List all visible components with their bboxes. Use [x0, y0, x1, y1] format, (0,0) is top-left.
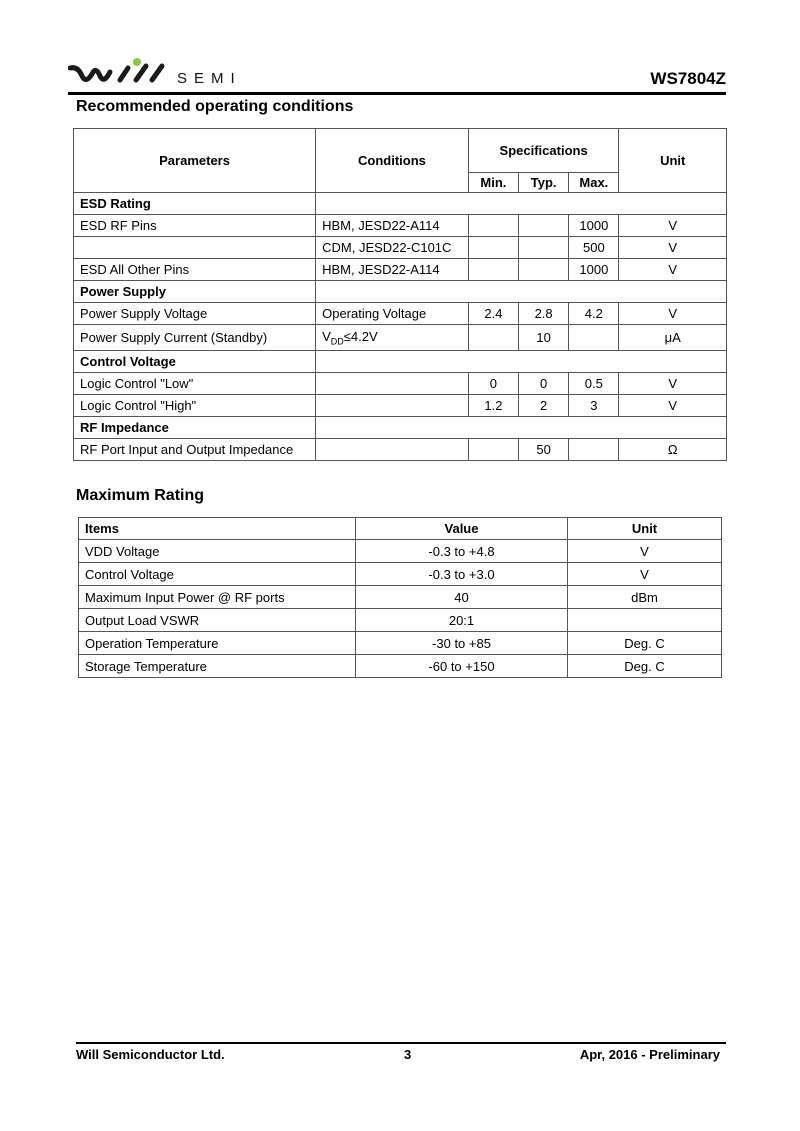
table-row — [79, 540, 722, 563]
table-row — [74, 215, 727, 237]
footer-company: Will Semiconductor Ltd. — [76, 1047, 225, 1062]
group-label: RF Impedance — [74, 417, 316, 439]
unit-cell: μA — [619, 325, 727, 351]
footer-rule — [76, 1042, 726, 1044]
footer-page-number: 3 — [404, 1047, 412, 1062]
condition-cell: $V_{DD}\le 4.2V$ — [316, 325, 469, 351]
max-cell: 1000 — [569, 259, 619, 281]
header-min: Min. — [468, 173, 518, 193]
table-row — [74, 325, 727, 351]
recommended-operating-conditions-table — [73, 128, 727, 461]
table-row-group — [74, 281, 727, 303]
header-specifications: Specifications — [468, 129, 619, 173]
header-parameters: Parameters — [74, 129, 316, 193]
group-label: ESD Rating — [74, 193, 316, 215]
param-cell: RF Port Input and Output Impedance — [74, 439, 316, 461]
table-row-group — [74, 351, 727, 373]
typ-cell: 2.8 — [519, 303, 569, 325]
section-title-max-rating: Maximum Rating — [76, 487, 205, 504]
unit-cell: Ω — [619, 439, 727, 461]
min-cell: 1.2 — [468, 395, 518, 417]
unit-cell — [568, 609, 722, 632]
header-conditions: Conditions — [316, 129, 469, 193]
param-cell: ESD All Other Pins — [74, 259, 316, 281]
min-cell — [468, 439, 518, 461]
value-cell: -0.3 to +4.8 — [356, 540, 568, 563]
table-row — [79, 586, 722, 609]
value-cell: -30 to +85 — [356, 632, 568, 655]
value-cell: -60 to +150 — [356, 655, 568, 678]
page-header — [68, 58, 726, 96]
typ-cell: 0 — [519, 373, 569, 395]
header-value: Value — [356, 518, 568, 540]
table-row — [74, 259, 727, 281]
condition-cell — [316, 439, 469, 461]
param-cell: Power Supply Current (Standby) — [74, 325, 316, 351]
maximum-rating-table — [78, 517, 722, 678]
header-max: Max. — [569, 173, 619, 193]
param-cell: Logic Control "Low" — [74, 373, 316, 395]
unit-cell: V — [619, 395, 727, 417]
max-cell — [569, 325, 619, 351]
table-row — [79, 609, 722, 632]
typ-cell: 2 — [519, 395, 569, 417]
unit-cell: Deg. C — [568, 632, 722, 655]
min-cell — [468, 325, 518, 351]
logo-text: SEMI — [177, 70, 242, 87]
unit-cell: V — [619, 259, 727, 281]
header-rule — [68, 92, 726, 95]
header-unit: Unit — [568, 518, 722, 540]
min-cell: 2.4 — [468, 303, 518, 325]
header-typ: Typ. — [519, 173, 569, 193]
unit-cell: V — [619, 215, 727, 237]
table-row-group — [74, 193, 727, 215]
typ-cell: 50 — [519, 439, 569, 461]
item-cell: Control Voltage — [79, 563, 356, 586]
condition-cell: HBM, JESD22-A114 — [316, 259, 469, 281]
typ-cell — [519, 237, 569, 259]
table-row — [79, 655, 722, 678]
max-cell — [569, 439, 619, 461]
group-label: Control Voltage — [74, 351, 316, 373]
min-cell — [468, 259, 518, 281]
group-label: Power Supply — [74, 281, 316, 303]
table-row — [74, 303, 727, 325]
unit-cell: Deg. C — [568, 655, 722, 678]
min-cell — [468, 215, 518, 237]
logo-mark-icon — [68, 58, 178, 92]
table-row-group — [74, 417, 727, 439]
header-unit: Unit — [619, 129, 727, 193]
min-cell — [468, 237, 518, 259]
section-title-roc: Recommended operating conditions — [76, 98, 354, 115]
typ-cell — [519, 215, 569, 237]
header-items: Items — [79, 518, 356, 540]
param-cell: ESD RF Pins — [74, 215, 316, 237]
footer-date: Apr, 2016 - Preliminary — [579, 1047, 720, 1062]
max-cell: 4.2 — [569, 303, 619, 325]
unit-cell: dBm — [568, 586, 722, 609]
condition-cell: Operating Voltage — [316, 303, 469, 325]
will-semi-logo — [68, 58, 318, 92]
part-number: WS7804Z — [650, 69, 726, 88]
value-cell: 20:1 — [356, 609, 568, 632]
item-cell: Maximum Input Power @ RF ports — [79, 586, 356, 609]
unit-cell: V — [568, 563, 722, 586]
max-cell: 3 — [569, 395, 619, 417]
condition-cell — [316, 395, 469, 417]
item-cell: Storage Temperature — [79, 655, 356, 678]
max-cell: 500 — [569, 237, 619, 259]
item-cell: VDD Voltage — [79, 540, 356, 563]
table-row — [74, 439, 727, 461]
unit-cell: V — [619, 303, 727, 325]
min-cell: 0 — [468, 373, 518, 395]
table-row — [74, 237, 727, 259]
unit-cell: V — [619, 237, 727, 259]
unit-cell: V — [568, 540, 722, 563]
condition-cell: HBM, JESD22-A114 — [316, 215, 469, 237]
unit-cell: V — [619, 373, 727, 395]
param-cell: Logic Control "High" — [74, 395, 316, 417]
typ-cell: 10 — [519, 325, 569, 351]
item-cell: Operation Temperature — [79, 632, 356, 655]
table-row — [74, 373, 727, 395]
table-row — [74, 395, 727, 417]
max-cell: 1000 — [569, 215, 619, 237]
item-cell: Output Load VSWR — [79, 609, 356, 632]
table-row — [79, 563, 722, 586]
value-cell: -0.3 to +3.0 — [356, 563, 568, 586]
param-cell — [74, 237, 316, 259]
param-cell: Power Supply Voltage — [74, 303, 316, 325]
max-cell: 0.5 — [569, 373, 619, 395]
condition-cell: CDM, JESD22-C101C — [316, 237, 469, 259]
table-row — [79, 632, 722, 655]
typ-cell — [519, 259, 569, 281]
value-cell: 40 — [356, 586, 568, 609]
condition-cell — [316, 373, 469, 395]
